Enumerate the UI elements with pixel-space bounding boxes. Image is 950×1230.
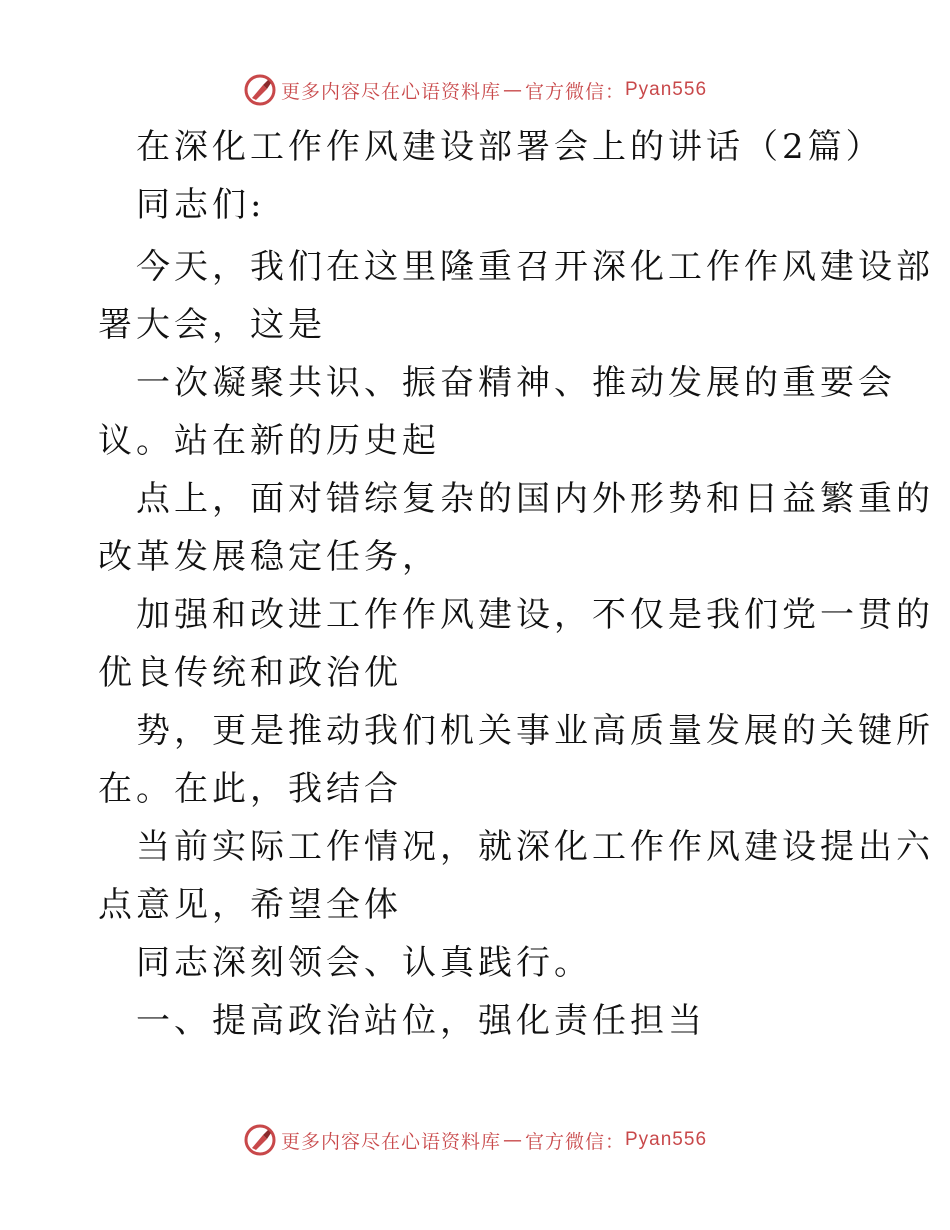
text-line: 今天，我们在这里隆重召开深化工作作风建设部	[136, 247, 934, 287]
pen-nib-logo-icon	[243, 1123, 277, 1157]
text-line: 一次凝聚共识、振奋精神、推动发展的重要会	[136, 363, 896, 403]
watermark-brand: 更多内容尽在心语资料库	[280, 80, 501, 103]
watermark-label: 官方微信：	[524, 80, 625, 103]
text-line: 点上，面对错综复杂的国内外形势和日益繁重的	[136, 479, 934, 519]
text-line: 优良传统和政治优	[98, 653, 402, 693]
watermark-dash: —	[502, 1129, 523, 1151]
text-line: 在。在此，我结合	[98, 769, 402, 809]
watermark-wechat-id: Pyan556	[625, 79, 708, 100]
watermark-header	[0, 70, 950, 110]
watermark-dash: —	[502, 79, 523, 101]
watermark-wechat-id: Pyan556	[625, 1129, 708, 1150]
watermark-footer	[0, 1120, 950, 1160]
text-line: 署大会，这是	[98, 305, 326, 345]
text-line: 加强和改进工作作风建设，不仅是我们党一贯的	[136, 595, 934, 635]
document-title: 在深化工作作风建设部署会上的讲话（2篇）	[136, 127, 884, 167]
pen-nib-logo-icon	[243, 73, 277, 107]
watermark-brand: 更多内容尽在心语资料库	[280, 1130, 501, 1153]
text-line: 点意见，希望全体	[98, 885, 402, 925]
section-heading: 一、提高政治站位，强化责任担当	[136, 1001, 706, 1041]
text-line: 议。站在新的历史起	[98, 421, 440, 461]
salutation: 同志们:	[136, 185, 266, 225]
text-line: 改革发展稳定任务，	[98, 537, 440, 577]
text-line: 当前实际工作情况，就深化工作作风建设提出六	[136, 827, 934, 867]
watermark-label: 官方微信：	[524, 1130, 625, 1153]
text-line: 势，更是推动我们机关事业高质量发展的关键所	[136, 711, 934, 751]
text-line: 同志深刻领会、认真践行。	[136, 943, 592, 983]
